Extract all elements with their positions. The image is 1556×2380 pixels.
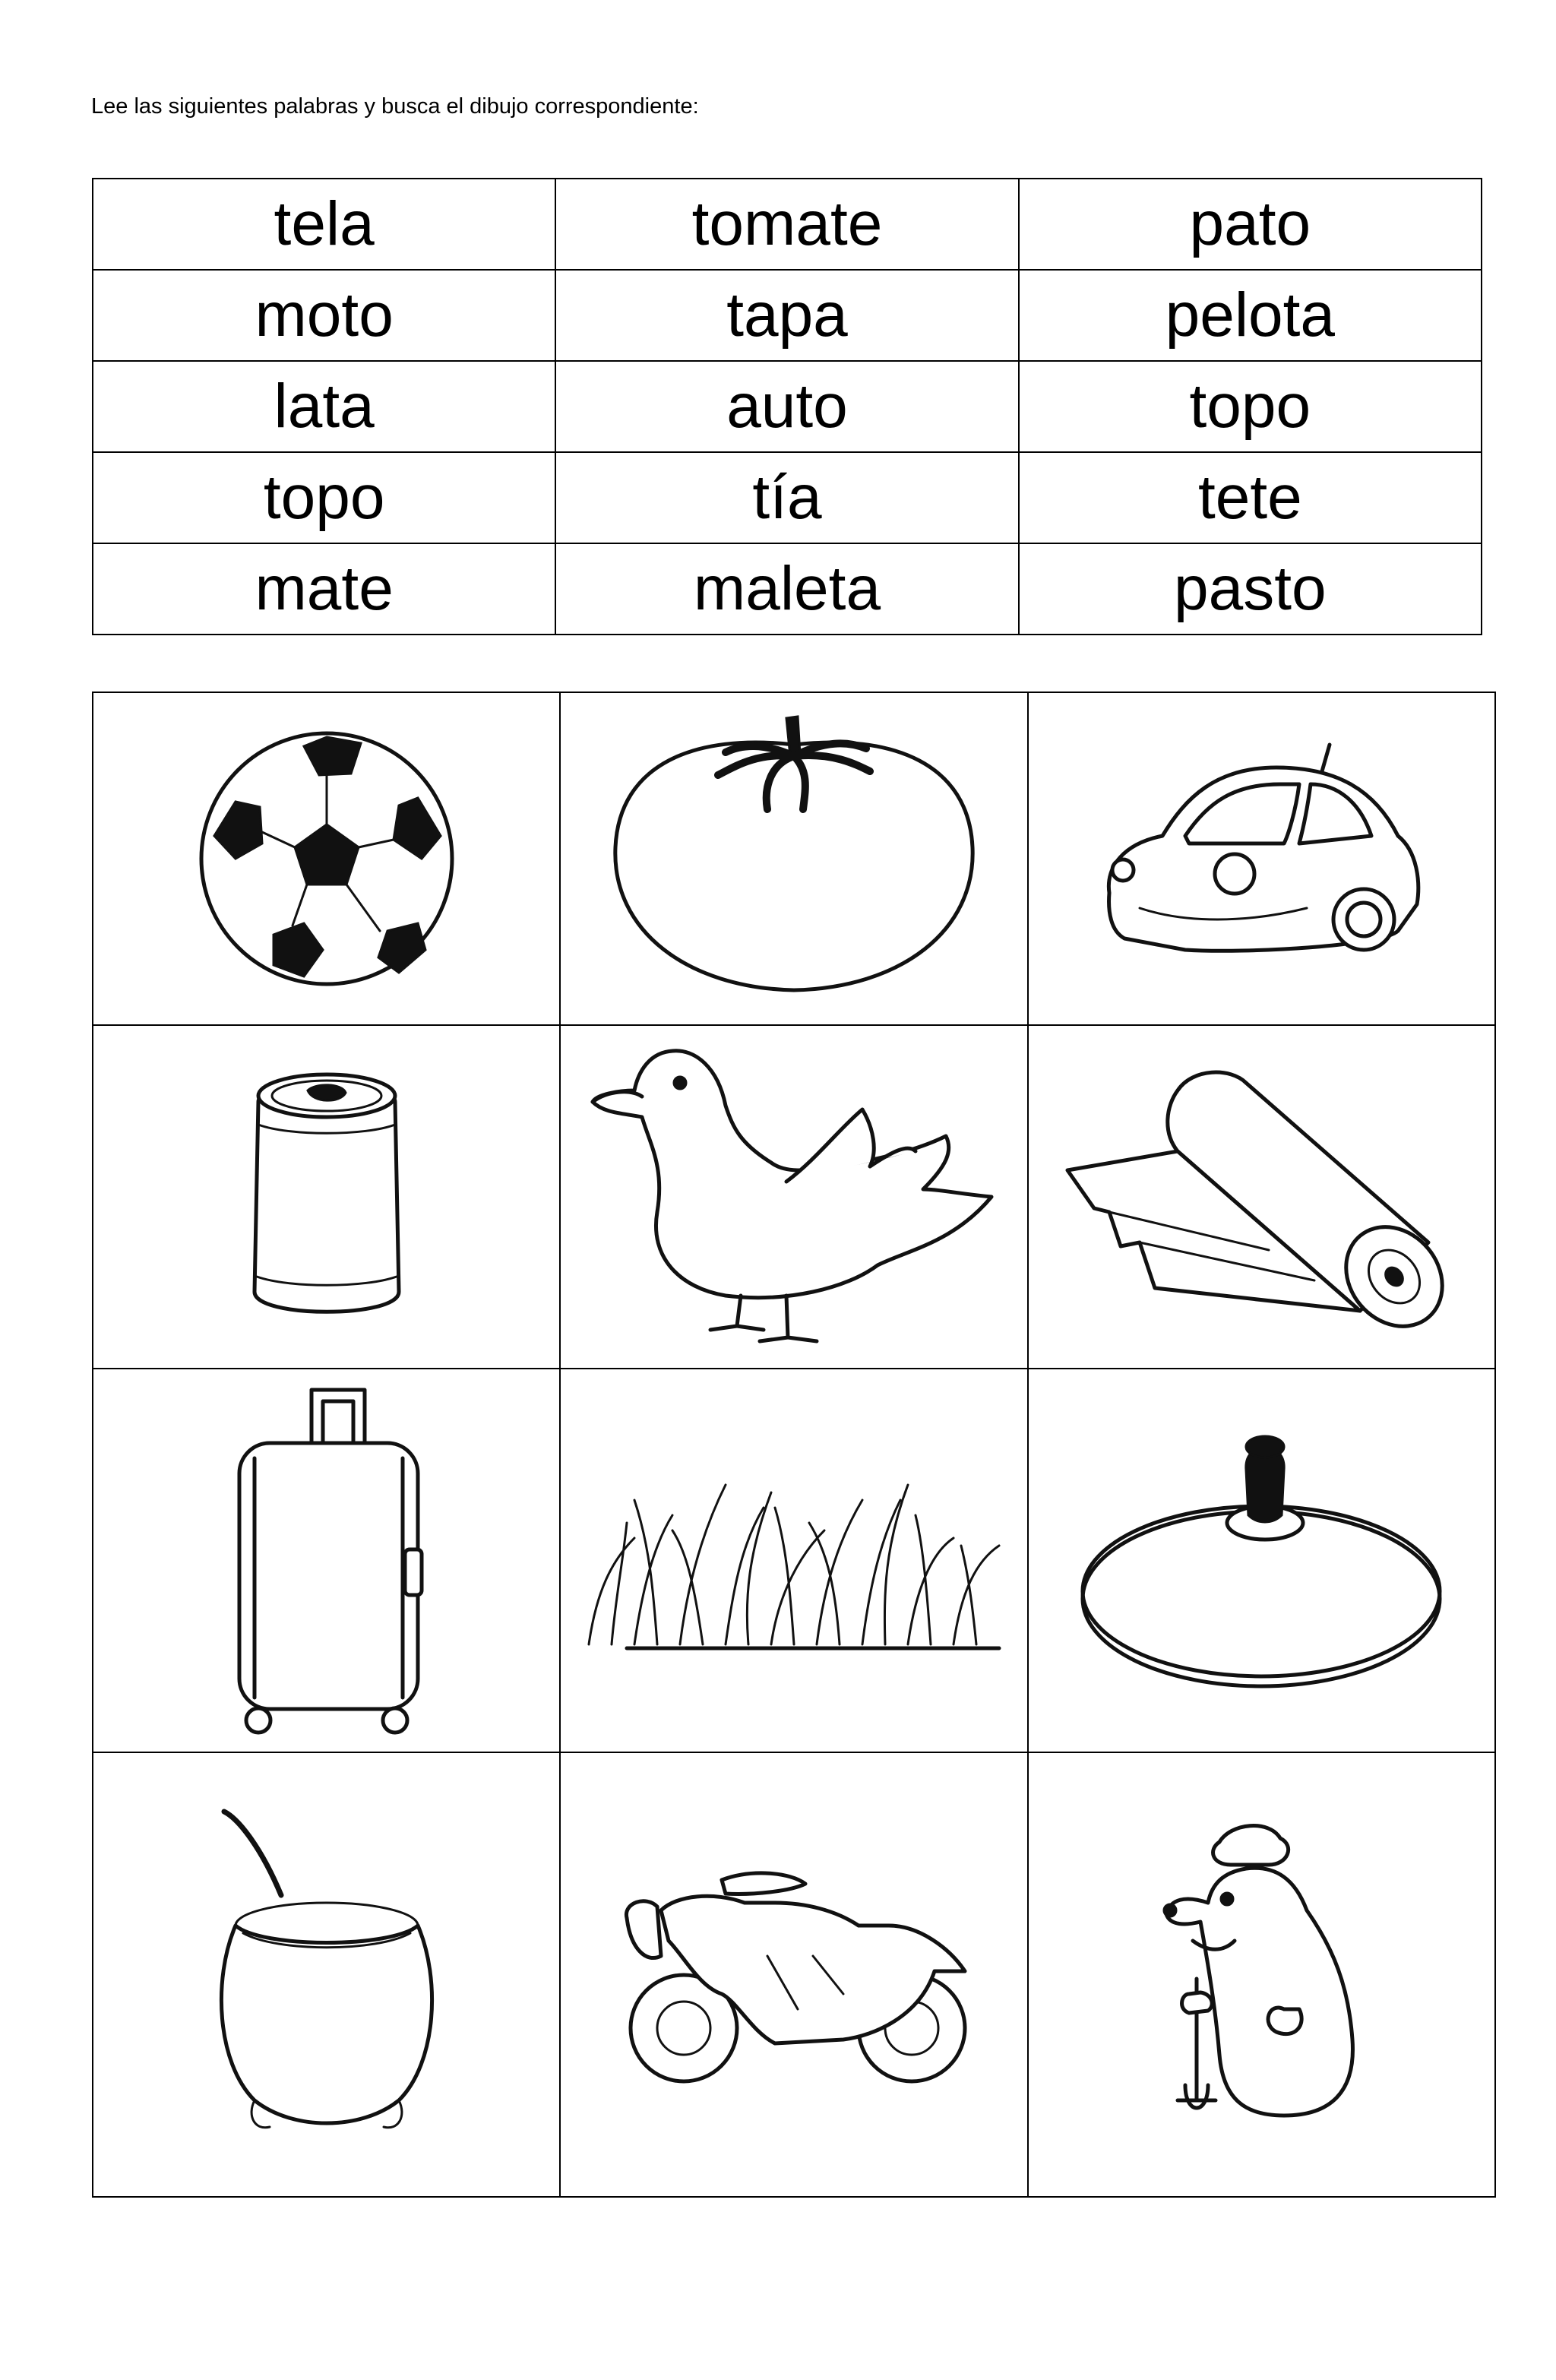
suitcase-icon	[224, 1382, 429, 1739]
word-cell: pelota	[1019, 270, 1482, 361]
mole-icon	[1155, 1812, 1368, 2138]
picture-cell	[560, 692, 1027, 1025]
word-cell: mate	[93, 543, 555, 635]
word-table	[92, 178, 1482, 635]
picture-row	[93, 692, 1495, 1025]
picture-cell	[1028, 1369, 1495, 1752]
picture-cell	[1028, 1752, 1495, 2197]
picture-cell	[1028, 692, 1495, 1025]
word-cell: auto	[555, 361, 1018, 452]
tomato-icon	[604, 711, 984, 1007]
word-row	[93, 270, 1482, 361]
duck-icon	[589, 1037, 999, 1356]
picture-row	[93, 1369, 1495, 1752]
picture-row	[93, 1025, 1495, 1369]
picture-cell	[1028, 1025, 1495, 1369]
word-cell: maleta	[555, 543, 1018, 635]
word-cell: lata	[93, 361, 555, 452]
mate-gourd-icon	[209, 1804, 444, 2146]
word-cell: tomate	[555, 179, 1018, 270]
fabric-roll-icon	[1064, 1060, 1459, 1334]
soccer-ball-icon	[190, 722, 463, 995]
word-row	[93, 543, 1482, 635]
picture-cell	[560, 1752, 1027, 2197]
pot-lid-icon	[1075, 1424, 1447, 1698]
car-icon	[1094, 737, 1428, 980]
word-cell: tela	[93, 179, 555, 270]
picture-cell	[93, 1752, 560, 2197]
picture-cell	[560, 1369, 1027, 1752]
motorcycle-icon	[615, 1865, 972, 2085]
word-cell: pato	[1019, 179, 1482, 270]
word-row	[93, 361, 1482, 452]
word-row	[93, 179, 1482, 270]
picture-cell	[93, 1025, 560, 1369]
grass-icon	[581, 1454, 1007, 1667]
word-cell: moto	[93, 270, 555, 361]
picture-cell	[93, 692, 560, 1025]
word-cell: tapa	[555, 270, 1018, 361]
picture-row	[93, 1752, 1495, 2197]
soda-can-icon	[243, 1064, 410, 1330]
word-cell: tete	[1019, 452, 1482, 543]
word-cell: tía	[555, 452, 1018, 543]
picture-grid	[92, 692, 1496, 2198]
word-cell: topo	[93, 452, 555, 543]
instruction-text: Lee las siguientes palabras y busca el dibujo correspondiente:	[91, 94, 699, 119]
word-cell: pasto	[1019, 543, 1482, 635]
word-cell: topo	[1019, 361, 1482, 452]
word-row	[93, 452, 1482, 543]
picture-cell	[93, 1369, 560, 1752]
picture-cell	[560, 1025, 1027, 1369]
